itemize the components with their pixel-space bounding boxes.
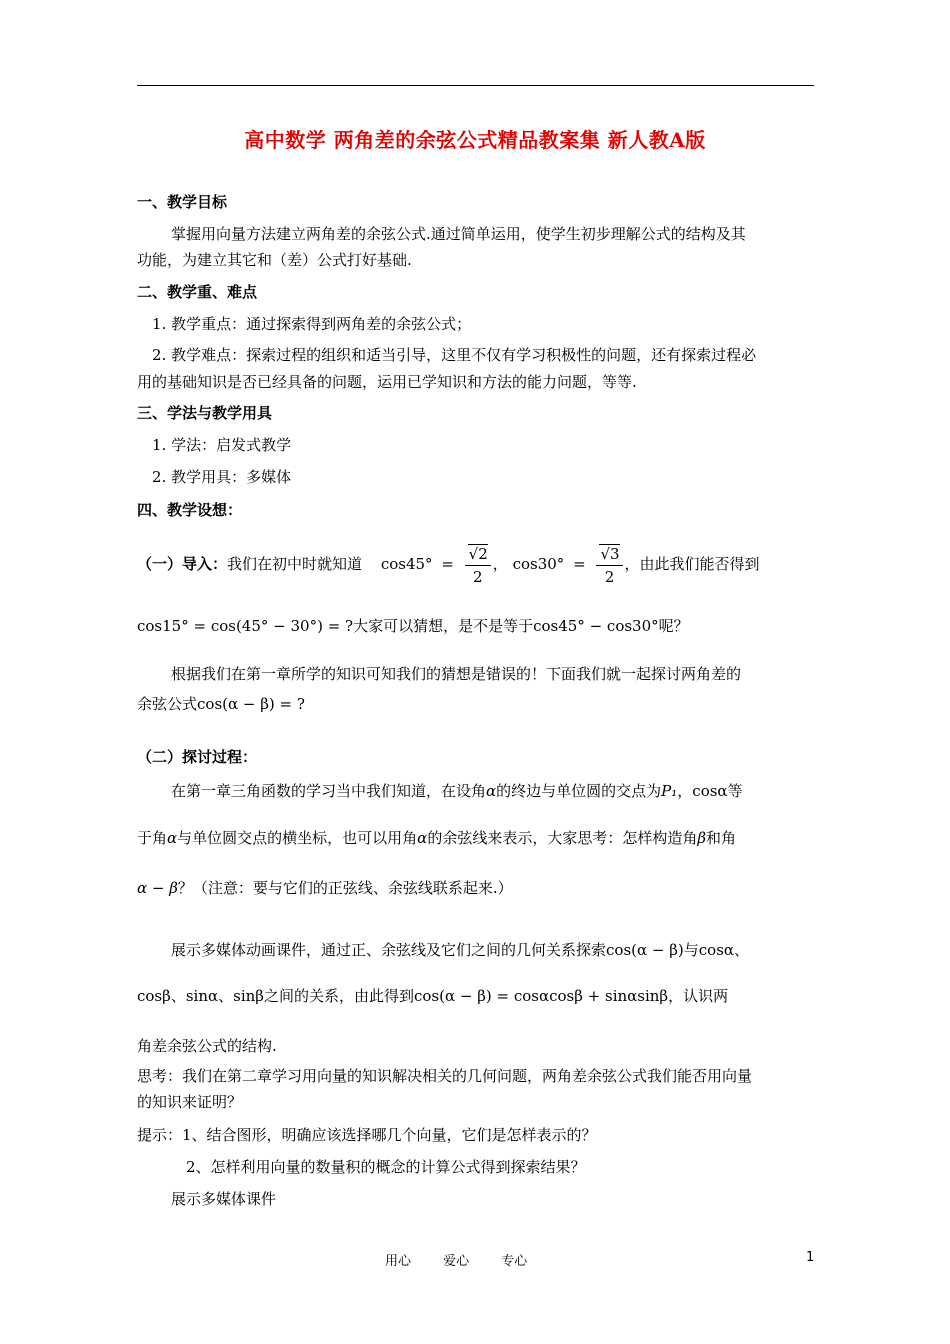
fraction-sqrt3-over-2 xyxy=(596,543,622,588)
explore-l1d: 等 xyxy=(727,782,743,800)
document-title: 高中数学 两角差的余弦公式精品教案集 新人教A版 xyxy=(244,128,706,152)
explore-line-1 xyxy=(137,777,817,806)
formula-eq-1: = xyxy=(441,555,454,573)
section-2-item-1: 1. 教学重点：通过探索得到两角差的余弦公式； xyxy=(152,315,472,333)
formula-cos-alpha-2: cosα xyxy=(698,941,735,959)
think-line-1: 思考：我们在第二章学习用向量的知识解决相关的几何问题，两角差余弦公式我们能否用向量 xyxy=(137,1067,753,1085)
formula-cos45-minus-cos30: cos45° − cos30° xyxy=(533,617,659,635)
formula-cos30: cos30° xyxy=(512,555,565,573)
think-line-2: 的知识来证明？ xyxy=(137,1093,243,1111)
formula-cosine-difference: cos(α − β) = cosαcosβ + sinαsinβ xyxy=(413,987,669,1005)
section-4-heading: 四、教学设想： xyxy=(137,501,243,519)
symbol-alpha: α xyxy=(486,782,497,800)
formula-cos15: cos15° = cos(45° − 30°) = ? xyxy=(137,617,354,635)
intro-comma: ， xyxy=(492,555,508,573)
section-3-item-2: 2. 教学用具：多媒体 xyxy=(152,468,292,486)
intro-tail: ，由此我们能否得到 xyxy=(624,555,760,573)
section-3-heading: 三、学法与教学用具 xyxy=(137,404,273,422)
section-1-para-line2: 功能，为建立其它和（差）公式打好基础. xyxy=(137,251,412,269)
intro-guess-tail: 呢？ xyxy=(658,617,689,635)
section-2-heading: 二、教学重、难点 xyxy=(137,283,258,301)
explore-l1a: 在第一章三角函数的学习当中我们知道，在设角 xyxy=(171,782,487,800)
sqrt3: √3 xyxy=(600,544,620,563)
formula-cos-alpha-minus-beta-2: cos(α − β) xyxy=(606,941,684,959)
section-3-item-1: 1. 学法：启发式教学 xyxy=(152,436,292,454)
explore-l4c: 、 xyxy=(734,941,750,959)
intro-para-line2 xyxy=(137,690,817,719)
denominator-2a: 2 xyxy=(472,567,483,586)
intro-para-line1: 根据我们在第一章所学的知识可知我们的猜想是错误的！下面我们就一起探讨两角差的 xyxy=(171,665,742,683)
explore-l2c: 的余弦线来表示，大家思考：怎样构造角 xyxy=(427,829,698,847)
explore-l2b: 与单位圆交点的横坐标，也可以用角 xyxy=(177,829,418,847)
explore-l5c: ，认识两 xyxy=(668,987,729,1005)
page-number: 1 xyxy=(806,1250,815,1265)
section-2-item-2-line2: 用的基础知识是否已经具备的问题，运用已学知识和方法的能力问题，等等. xyxy=(137,373,637,391)
formula-eq-2: = xyxy=(573,555,586,573)
explore-l5b: 之间的关系，由此得到 xyxy=(263,987,414,1005)
section-2-item-2-line1: 2. 教学难点：探索过程的组织和适当引导，这里不仅有学习积极性的问题，还有探索过程必 xyxy=(152,346,757,364)
explore-l1c: ， xyxy=(677,782,693,800)
intro-line-1 xyxy=(137,540,817,588)
formula-cos-alpha: cosα xyxy=(692,782,728,800)
formula-cos-alpha-minus-beta: cos(α − β) = ? xyxy=(197,695,305,713)
hint-line-2: 2、怎样利用向量的数量积的概念的计算公式得到探索结果？ xyxy=(186,1158,586,1176)
intro-guess-text: 大家可以猜想，是不是等于 xyxy=(353,617,534,635)
footer-text: 用心 爱心 专心 xyxy=(385,1254,528,1269)
section-1-para-line1: 掌握用向量方法建立两角差的余弦公式.通过简单运用，使学生初步理解公式的结构及其 xyxy=(171,225,746,243)
separator-1: 、 xyxy=(170,987,186,1005)
formula-cos45: cos45° xyxy=(380,555,433,573)
explore-l4b: 与 xyxy=(683,941,699,959)
formula-sin-alpha: sinα xyxy=(185,987,219,1005)
explore-line-4 xyxy=(137,936,817,965)
sqrt2: √2 xyxy=(468,544,488,563)
symbol-beta: β xyxy=(697,829,706,847)
intro-para-text: 余弦公式 xyxy=(137,695,198,713)
explore-l2d: 和角 xyxy=(706,829,737,847)
explore-line-3 xyxy=(137,874,817,903)
formula-alpha-minus-beta: α − β xyxy=(137,879,178,897)
symbol-alpha-3: α xyxy=(417,829,428,847)
explore-line-6: 角差余弦公式的结构. xyxy=(137,1037,277,1055)
symbol-p1: P₁ xyxy=(661,782,678,800)
intro-text: 我们在初中时就知道 xyxy=(227,555,363,573)
hint-line-1: 提示：1、结合图形，明确应该选择哪几个向量，它们是怎样表示的？ xyxy=(137,1126,597,1144)
section-1-heading: 一、教学目标 xyxy=(137,193,228,211)
header-rule xyxy=(137,85,814,86)
intro-line-2 xyxy=(137,612,817,641)
separator-2: 、 xyxy=(218,987,234,1005)
denominator-2b: 2 xyxy=(604,567,615,586)
explore-l1b: 的终边与单位圆的交点为 xyxy=(496,782,662,800)
explore-line-2 xyxy=(137,824,817,853)
explore-l3b: ？（注意：要与它们的正弦线、余弦线联系起来.） xyxy=(177,879,513,897)
explore-l2a: 于角 xyxy=(137,829,168,847)
explore-line-5 xyxy=(137,982,817,1011)
formula-sin-beta: sinβ xyxy=(233,987,264,1005)
formula-cos-beta: cosβ xyxy=(137,987,171,1005)
fraction-sqrt2-over-2 xyxy=(465,543,491,588)
show-courseware: 展示多媒体课件 xyxy=(171,1190,277,1208)
explore-label: （二）探讨过程： xyxy=(137,748,258,766)
intro-label: （一）导入： xyxy=(137,555,228,573)
explore-l4a: 展示多媒体动画课件，通过正、余弦线及它们之间的几何关系探索 xyxy=(171,941,607,959)
symbol-alpha-2: α xyxy=(167,829,178,847)
